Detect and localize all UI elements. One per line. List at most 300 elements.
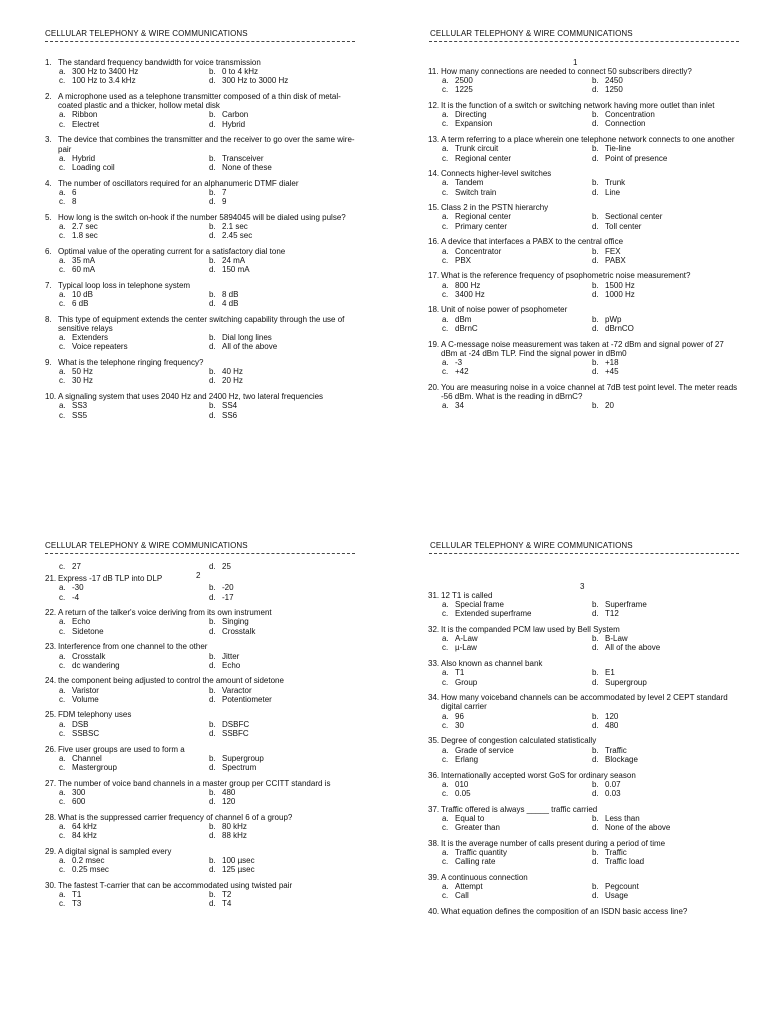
- option: [59, 788, 209, 797]
- option: [59, 265, 209, 274]
- option: [442, 290, 592, 299]
- option: [442, 600, 592, 609]
- question-stem: [45, 213, 357, 222]
- option: [59, 797, 209, 806]
- option: [592, 780, 742, 789]
- option-text: 150 mA: [222, 265, 250, 275]
- question-number: 23.: [45, 642, 57, 652]
- option-text: 7: [222, 187, 227, 197]
- option-letter: b.: [592, 881, 599, 891]
- question-item: [45, 247, 357, 275]
- option-letter: d.: [592, 85, 599, 95]
- question-number: 24.: [45, 676, 57, 686]
- option: [442, 891, 592, 900]
- question-item: [428, 625, 740, 653]
- option-letter: c.: [59, 299, 66, 309]
- option: [59, 110, 209, 119]
- page-header: CELLULAR TELEPHONY & WIRE COMMUNICATIONS: [45, 29, 248, 38]
- option-grid: [428, 76, 740, 94]
- option-text: Expansion: [455, 119, 493, 129]
- option-text: 6 dB: [72, 299, 89, 309]
- option: [209, 763, 359, 772]
- option-text: Blockage: [605, 754, 638, 764]
- option-grid: [45, 154, 357, 172]
- question-number: 26.: [45, 744, 57, 754]
- option-letter: a.: [59, 289, 66, 299]
- option: [209, 593, 359, 602]
- option-text: Point of presence: [605, 153, 668, 163]
- option-text: 60 mA: [72, 265, 96, 275]
- option: [442, 721, 592, 730]
- option-text: 010: [455, 779, 469, 789]
- option-text: 0.25 msec: [72, 865, 109, 875]
- option-letter: b.: [209, 401, 216, 411]
- option-text: Superframe: [605, 600, 647, 610]
- option: [59, 67, 209, 76]
- question-stem: [45, 642, 357, 651]
- option-grid: [428, 668, 740, 686]
- question-number: 18.: [428, 305, 440, 315]
- option-text: DSB: [72, 719, 89, 729]
- option: [442, 746, 592, 755]
- option-text: Greater than: [455, 822, 500, 832]
- option: [209, 729, 359, 738]
- option-letter: c.: [59, 762, 66, 772]
- option-letter: d.: [209, 265, 216, 275]
- option: [442, 256, 592, 265]
- option-text: SS4: [222, 401, 238, 411]
- question-item: [45, 392, 357, 420]
- option-text: dBrnCO: [605, 323, 634, 333]
- option-letter: a.: [442, 634, 449, 644]
- question-text: Optimal value of the operating current for a satisfactory dial tone: [58, 246, 286, 256]
- option-letter: c.: [442, 643, 449, 653]
- option-letter: c.: [442, 891, 449, 901]
- question-number: 33.: [428, 659, 440, 669]
- option-letter: a.: [59, 221, 66, 231]
- option-letter: a.: [59, 787, 66, 797]
- option: [592, 281, 742, 290]
- option: [442, 789, 592, 798]
- question-number: 32.: [428, 625, 440, 635]
- option-letter: b.: [209, 583, 216, 593]
- option-grid: [428, 746, 740, 764]
- option: [59, 222, 209, 231]
- option-grid: [45, 256, 357, 274]
- option: [209, 197, 359, 206]
- question-stem: [428, 383, 740, 401]
- option-letter: b.: [592, 212, 599, 222]
- option: [209, 265, 359, 274]
- option-grid: [45, 110, 357, 128]
- option-text: SS5: [72, 410, 88, 420]
- option-text: Channel: [72, 753, 102, 763]
- option-text: Carbon: [222, 110, 249, 120]
- option-text: Hybrid: [72, 153, 96, 163]
- option-letter: d.: [209, 796, 216, 806]
- option-text: All of the above: [605, 643, 661, 653]
- option-text: dc wandering: [72, 660, 120, 670]
- question-text: This type of equipment extends the center switching capability through the use of sensitive relays: [58, 314, 345, 333]
- option-text: 480: [222, 787, 236, 797]
- option: [209, 401, 359, 410]
- option-text: 2500: [455, 76, 473, 86]
- option-letter: b.: [592, 110, 599, 120]
- option: [209, 797, 359, 806]
- option-letter: b.: [209, 753, 216, 763]
- page-number: 2: [196, 571, 201, 580]
- option-grid: [45, 788, 357, 806]
- option-grid: [45, 822, 357, 840]
- option: [209, 627, 359, 636]
- question-stem: [428, 135, 740, 144]
- option-letter: d.: [592, 187, 599, 197]
- question-text: What is the suppressed carrier frequency of channel 6 of a group?: [58, 812, 293, 822]
- option-grid: [45, 856, 357, 874]
- option: [592, 247, 742, 256]
- question-list: [45, 58, 357, 426]
- option-text: Echo: [72, 617, 91, 627]
- option: [592, 358, 742, 367]
- option-letter: a.: [59, 651, 66, 661]
- option-grid: [428, 712, 740, 730]
- question-item: [45, 58, 357, 86]
- option-letter: a.: [59, 753, 66, 763]
- option-letter: c.: [442, 85, 449, 95]
- option: [442, 76, 592, 85]
- question-text: Five user groups are used to form a: [58, 744, 185, 754]
- option-text: +45: [605, 367, 619, 377]
- option-text: None of the above: [605, 822, 671, 832]
- option-letter: b.: [592, 745, 599, 755]
- option: [442, 315, 592, 324]
- option: [442, 857, 592, 866]
- option-text: 64 kHz: [72, 821, 97, 831]
- option-letter: a.: [442, 711, 449, 721]
- option-text: 100 Hz to 3.4 kHz: [72, 76, 136, 86]
- option-letter: a.: [59, 367, 66, 377]
- question-stem: [428, 271, 740, 280]
- question-text: Internationally accepted worst GoS for ordinary season: [441, 770, 636, 780]
- option-letter: a.: [442, 600, 449, 610]
- option-letter: c.: [59, 865, 66, 875]
- option: [59, 562, 209, 571]
- question-text: the component being adjusted to control the amount of sidetone: [58, 676, 284, 686]
- page-number: 1: [573, 58, 578, 67]
- option-text: Extended superframe: [455, 609, 532, 619]
- page-1: [0, 0, 384, 512]
- option-grid: [428, 634, 740, 652]
- option-text: Usage: [605, 891, 629, 901]
- option-letter: c.: [442, 367, 449, 377]
- option-letter: d.: [592, 367, 599, 377]
- option: [209, 720, 359, 729]
- question-stem: [428, 736, 740, 745]
- option: [59, 890, 209, 899]
- option-text: -20: [222, 583, 234, 593]
- question-text: What is the telephone ringing frequency?: [58, 358, 204, 368]
- question-stem: [428, 237, 740, 246]
- question-text: How many connections are needed to connect 50 subscribers directly?: [441, 67, 692, 76]
- option-text: 100 µsec: [222, 855, 255, 865]
- option: [209, 788, 359, 797]
- option-grid: [428, 315, 740, 333]
- option-letter: a.: [59, 685, 66, 695]
- option: [59, 686, 209, 695]
- question-text: The number of voice band channels in a master group per CCITT standard is: [58, 778, 331, 788]
- question-number: 16.: [428, 237, 440, 247]
- option-text: T2: [222, 889, 232, 899]
- option: [209, 120, 359, 129]
- option-text: 0.05: [455, 788, 471, 798]
- option-grid: [45, 401, 357, 419]
- option: [59, 197, 209, 206]
- option-text: Jitter: [222, 651, 240, 661]
- option-letter: c.: [59, 626, 66, 636]
- option-letter: a.: [59, 333, 66, 343]
- option: [209, 562, 359, 571]
- option-letter: a.: [442, 881, 449, 891]
- option-grid: [45, 188, 357, 206]
- option: [442, 712, 592, 721]
- question-text: A continuous connection: [441, 872, 528, 882]
- option-letter: d.: [592, 609, 599, 619]
- option: [209, 890, 359, 899]
- option: [209, 376, 359, 385]
- option-letter: d.: [209, 660, 216, 670]
- option-text: 96: [455, 711, 464, 721]
- option-text: SSBFC: [222, 728, 249, 738]
- question-text: The number of oscillators required for an alphanumeric DTMF dialer: [58, 178, 299, 188]
- question-number: 37.: [428, 804, 440, 814]
- option: [59, 754, 209, 763]
- header-rule: [429, 41, 739, 42]
- option-letter: b.: [209, 153, 216, 163]
- option-letter: c.: [442, 822, 449, 832]
- option: [59, 583, 209, 592]
- option-grid: [45, 686, 357, 704]
- option-grid: [428, 882, 740, 900]
- option-grid: [428, 848, 740, 866]
- option: [59, 865, 209, 874]
- question-item: [45, 710, 357, 738]
- option-text: -30: [72, 583, 84, 593]
- option-letter: d.: [209, 762, 216, 772]
- option-letter: c.: [442, 720, 449, 730]
- option-letter: d.: [592, 323, 599, 333]
- question-item: [428, 340, 740, 377]
- option: [59, 76, 209, 85]
- option: [59, 256, 209, 265]
- option-text: Traffic quantity: [455, 847, 508, 857]
- question-number: 30.: [45, 880, 57, 890]
- option-letter: b.: [592, 634, 599, 644]
- option-text: 2.1 sec: [222, 221, 248, 231]
- page-3: [0, 512, 384, 1024]
- question-stem: [45, 135, 357, 153]
- question-stem: [45, 281, 357, 290]
- option-letter: b.: [592, 178, 599, 188]
- option-letter: b.: [592, 600, 599, 610]
- option-text: T12: [605, 609, 619, 619]
- option-letter: c.: [59, 265, 66, 275]
- option-letter: d.: [209, 231, 216, 240]
- question-item: [428, 839, 740, 867]
- option-letter: d.: [592, 221, 599, 231]
- option: [592, 85, 742, 94]
- option-text: 30: [455, 720, 464, 730]
- option-text: Group: [455, 677, 478, 687]
- option-letter: c.: [59, 76, 66, 86]
- option-letter: b.: [209, 333, 216, 343]
- question-item: [45, 574, 357, 602]
- option-letter: c.: [442, 255, 449, 265]
- option: [209, 154, 359, 163]
- option-grid: [45, 720, 357, 738]
- option-letter: a.: [59, 110, 66, 120]
- option-letter: c.: [442, 153, 449, 163]
- option: [592, 814, 742, 823]
- question-text: Also known as channel bank: [441, 659, 543, 669]
- option-letter: b.: [209, 221, 216, 231]
- option: [59, 617, 209, 626]
- option-text: DSBFC: [222, 719, 250, 729]
- option-text: 800 Hz: [455, 280, 481, 290]
- question-item: [428, 736, 740, 764]
- option: [592, 789, 742, 798]
- option: [209, 652, 359, 661]
- option: [209, 367, 359, 376]
- option: [209, 222, 359, 231]
- question-item: [428, 907, 740, 916]
- option-letter: d.: [209, 694, 216, 704]
- option-text: µ-Law: [455, 643, 477, 653]
- option-text: Directing: [455, 110, 487, 120]
- option-text: Mastergroup: [72, 762, 117, 772]
- question-item: [428, 101, 740, 129]
- question-number: 14.: [428, 169, 440, 179]
- option: [592, 367, 742, 376]
- question-item: [45, 642, 357, 670]
- option-grid: [428, 358, 740, 376]
- question-text: Express -17 dB TLP into DLP: [58, 574, 163, 584]
- option-letter: a.: [59, 255, 66, 265]
- option-text: Potentiometer: [222, 694, 272, 704]
- option-letter: c.: [59, 342, 66, 352]
- option-grid: [45, 222, 357, 240]
- question-number: 1.: [45, 58, 52, 67]
- option-text: +42: [455, 367, 469, 377]
- option: [592, 212, 742, 221]
- option: [209, 256, 359, 265]
- option-text: T1: [72, 889, 82, 899]
- question-text: It is the companded PCM law used by Bell System: [441, 625, 620, 635]
- continued-options: [45, 562, 357, 571]
- option: [592, 76, 742, 85]
- question-stem: [428, 67, 740, 76]
- option: [442, 780, 592, 789]
- option-text: Hybrid: [222, 119, 246, 129]
- option-letter: c.: [59, 831, 66, 840]
- option: [209, 67, 359, 76]
- option: [442, 814, 592, 823]
- option-text: -17: [222, 592, 234, 602]
- option-letter: c.: [59, 660, 66, 670]
- option-letter: a.: [59, 153, 66, 163]
- question-stem: [45, 881, 357, 890]
- question-number: 3.: [45, 135, 52, 145]
- option-text: 3400 Hz: [455, 289, 485, 299]
- question-text: How many voiceband channels can be accommodated by level 2 CEPT standard digital carrier: [441, 693, 728, 712]
- question-item: [45, 813, 357, 841]
- option-letter: a.: [59, 67, 66, 77]
- option-text: 6: [72, 187, 77, 197]
- option-letter: c.: [59, 562, 66, 571]
- page-2: [384, 0, 768, 512]
- option-text: dBrnC: [455, 323, 478, 333]
- option: [442, 678, 592, 687]
- question-item: [428, 873, 740, 901]
- option-text: Dial long lines: [222, 333, 272, 343]
- option: [209, 163, 359, 172]
- question-number: 2.: [45, 92, 52, 102]
- question-number: 25.: [45, 710, 57, 720]
- option-letter: b.: [209, 685, 216, 695]
- question-stem: [45, 779, 357, 788]
- option-text: 300 Hz to 3000 Hz: [222, 76, 289, 86]
- option-letter: a.: [59, 583, 66, 593]
- option-letter: d.: [592, 153, 599, 163]
- option-letter: d.: [592, 289, 599, 299]
- question-item: [428, 771, 740, 799]
- option-text: SS3: [72, 401, 88, 411]
- question-stem: [428, 169, 740, 178]
- option-grid: [45, 67, 357, 85]
- option-text: All of the above: [222, 342, 278, 352]
- option-letter: a.: [59, 889, 66, 899]
- option-grid: [428, 600, 740, 618]
- option-letter: a.: [442, 779, 449, 789]
- question-number: 9.: [45, 358, 52, 368]
- option-text: Echo: [222, 660, 241, 670]
- option-text: 125 µsec: [222, 865, 255, 875]
- option-text: 480: [605, 720, 619, 730]
- page-header: CELLULAR TELEPHONY & WIRE COMMUNICATIONS: [45, 541, 248, 550]
- option: [59, 231, 209, 240]
- option-letter: a.: [442, 745, 449, 755]
- option: [59, 163, 209, 172]
- option-text: Equal to: [455, 813, 485, 823]
- option-text: 600: [72, 796, 86, 806]
- option-grid: [45, 583, 357, 601]
- option-letter: d.: [592, 677, 599, 687]
- option: [592, 401, 742, 410]
- option: [592, 600, 742, 609]
- page-header: CELLULAR TELEPHONY & WIRE COMMUNICATIONS: [430, 541, 633, 550]
- option: [59, 729, 209, 738]
- question-number: 38.: [428, 838, 440, 848]
- option-letter: c.: [442, 119, 449, 129]
- option-text: SSBSC: [72, 728, 100, 738]
- question-stem: [45, 392, 357, 401]
- option-letter: b.: [209, 367, 216, 377]
- option-letter: a.: [442, 76, 449, 86]
- option-letter: a.: [59, 617, 66, 627]
- option-text: Primary center: [455, 221, 508, 231]
- option-letter: d.: [209, 376, 216, 386]
- option: [59, 856, 209, 865]
- question-stem: [45, 847, 357, 856]
